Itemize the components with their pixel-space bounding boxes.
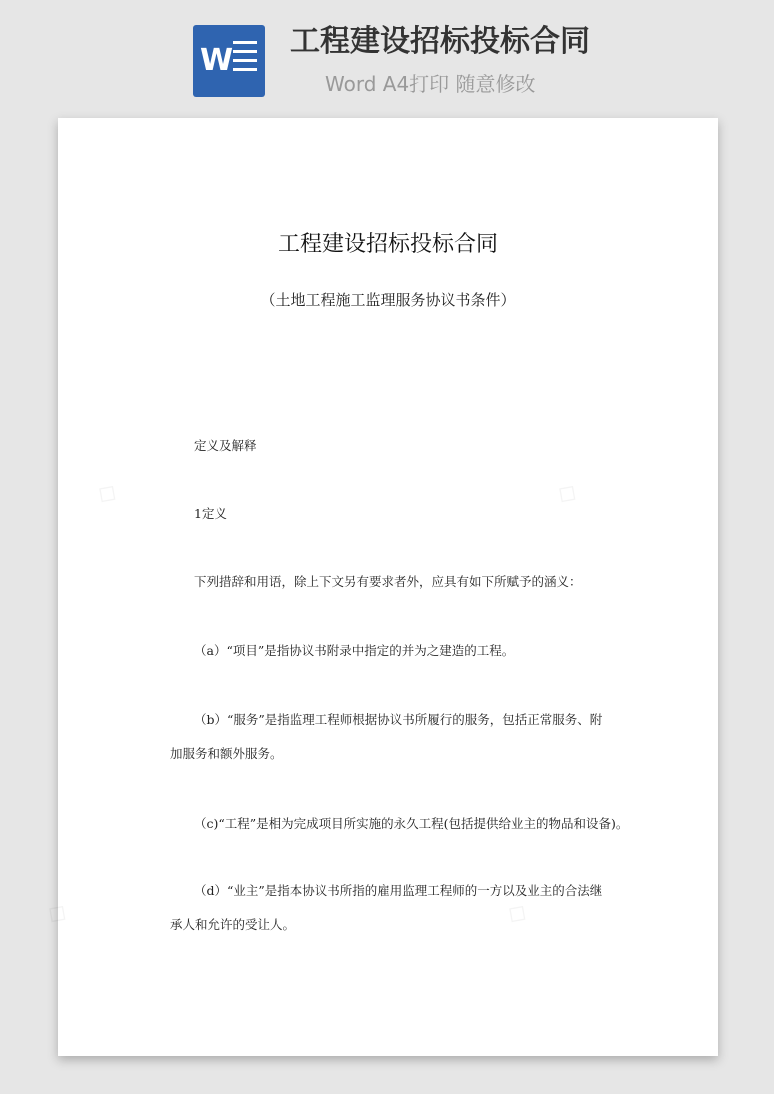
paragraph: 下列措辞和用语，除上下文另有要求者外，应具有如下所赋予的涵义： [194,574,582,589]
document-title: 工程建设招标投标合同 [277,232,498,257]
watermark [91,475,125,511]
word-icon-letter: W [200,43,234,78]
paragraph: （a）“项目”是指协议书附录中指定的并为之建造的工程。 [194,643,515,658]
header [0,0,774,118]
word-icon [193,25,265,97]
paragraph: （d）“业主”是指本协议书所指的雇用监理工程师的一方以及业主的合法继承人和允许的受让人。 [170,883,603,932]
document-subtitle: （土地工程施工监理服务协议书条件） [260,291,516,309]
document-page [58,118,718,1056]
paragraph: 定义及解释 [194,438,257,453]
word-icon-lines [233,41,257,81]
paragraph: （b）“服务”是指监理工程师根据协议书所履行的服务，包括正常服务、附加服务和额外服务。 [170,712,603,761]
header-title: 工程建设招标投标合同 [290,24,590,59]
paragraph: 1定义 [194,506,227,521]
paragraph: （c)“工程”是相为完成项目所实施的永久工程(包括提供给业主的物品和设备)。 [194,816,629,831]
header-subtitle: Word A4打印 随意修改 [325,72,536,96]
watermark [41,895,75,931]
